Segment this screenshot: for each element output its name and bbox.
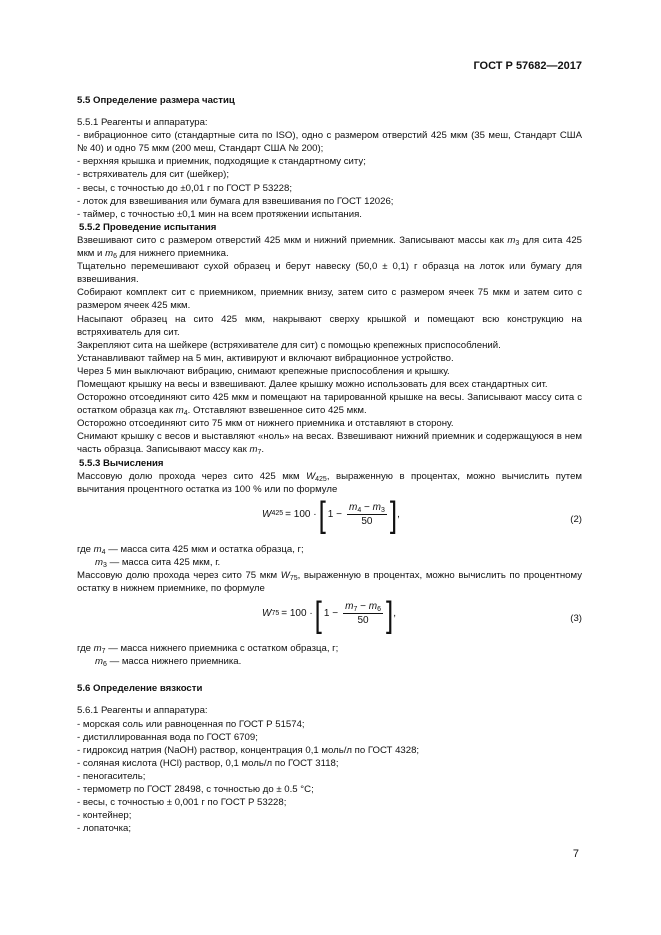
formula-number: (3)	[570, 613, 582, 625]
list-item: - лопаточка;	[77, 823, 132, 835]
paragraph: Через 5 мин выключают вибрацию, снимают крепежные приспособления и крышку.	[77, 365, 450, 377]
list-item: - гидроксид натрия (NaOH) раствор, концентрация 0,1 моль/л по ГОСТ 4328;	[77, 744, 420, 756]
list-item: - встряхиватель для сит (шейкер);	[77, 169, 229, 181]
paragraph: Осторожно отсоединяют сито 425 мкм и помещают на тарированной крышке на весы. Записывают массу сита с остатком образца как $m_4$. Отставляют взвешенное сито 425 мкм.	[77, 392, 582, 418]
formula-2: W 425 = 100 · [ 1 − $\frac{m_4 - m_3}{50}$ ] , (2)	[262, 493, 582, 536]
paragraph: Закрепляют сита на шейкере (встряхивателе для сит) с помощью крепежных приспособлений.	[77, 339, 501, 351]
paragraph: Собирают комплект сит с приемником, приемник внизу, затем сито с размером ячеек 75 мкм и затем сито с размером ячеек 425 мкм.	[77, 287, 582, 312]
paragraph: Массовую долю прохода через сито 425 мкм $W_{425}$, выраженную в процентах, можно вычислить путем вычитания процентного остатка из 100 % или по формуле	[77, 470, 582, 495]
paragraph: Снимают крышку с весов и выставляют «ноль» на весах. Взвешивают нижний приемник и содержащуюся в нем часть образца. Записывают массу как $m_7$.	[77, 431, 582, 457]
formula-3: W 75 = 100 · [ 1 − $\frac{m_7 - m_6}{50}$ ] , (3)	[262, 592, 582, 635]
formula-number: (2)	[570, 513, 582, 525]
list-item: - пеногаситель;	[77, 770, 146, 782]
list-item: - весы, с точностью до ±0,01 г по ГОСТ Р 53228;	[77, 182, 292, 194]
paragraph: Осторожно отсоединяют сито 75 мкм от нижнего приемника и отставляют в сторону.	[77, 418, 454, 430]
paragraph: Насыпают образец на сито 425 мкм, накрывают сверху крышкой и помещают всю конструкцию на встряхиватель для сит.	[77, 313, 582, 338]
list-item: - верхняя крышка и приемник, подходящие к стандартному ситу;	[77, 156, 366, 168]
reagents-title-5-6-1: 5.6.1 Реагенты и аппаратура:	[77, 705, 208, 717]
document-code: ГОСТ Р 57682—2017	[473, 60, 582, 72]
where-line: где $m_7$ — масса нижнего приемника с остатком образца, г;	[77, 643, 339, 656]
section-title-5-5-3: 5.5.3 Вычисления	[79, 457, 164, 469]
reagents-title-5-5-1: 5.5.1 Реагенты и аппаратура:	[77, 117, 208, 129]
section-title-5-5-2: 5.5.2 Проведение испытания	[79, 221, 217, 233]
paragraph: Помещают крышку на весы и взвешивают. Далее крышку можно использовать для всех стандартных сит.	[77, 378, 548, 390]
list-item: - соляная кислота (HCl) раствор, 0,1 моль/л по ГОСТ 3118;	[77, 757, 339, 769]
where-line: где $m_4$ — масса сита 425 мкм и остатка образца, г;	[77, 543, 304, 556]
list-item: - дистиллированная вода по ГОСТ 6709;	[77, 731, 258, 743]
list-item: - контейнер;	[77, 810, 132, 822]
list-item: - лоток для взвешивания или бумага для взвешивания по ГОСТ 12026;	[77, 195, 394, 207]
where-line: $m_6$ — масса нижнего приемника.	[95, 656, 242, 669]
paragraph: Устанавливают таймер на 5 мин, активируют и включают вибрационное устройство.	[77, 352, 454, 364]
paragraph: Тщательно перемешивают сухой образец и берут навеску (50,0 ± 0,1) г образца на лоток или бумагу для взвешивания.	[77, 261, 582, 286]
section-title-5-5: 5.5 Определение размера частиц	[77, 95, 235, 106]
list-item: - таймер, с точностью ±0,1 мин на всем протяжении испытания.	[77, 208, 362, 220]
section-title-5-6: 5.6 Определение вязкости	[77, 683, 203, 695]
list-item: - морская соль или равноценная по ГОСТ Р 51574;	[77, 718, 305, 730]
where-line: $m_3$ — масса сита 425 мкм, г.	[95, 556, 221, 569]
list-item: - весы, с точностью ± 0,001 г по ГОСТ Р 53228;	[77, 797, 287, 809]
paragraph: Массовую долю прохода через сито 75 мкм $W_{75}$, выраженную в процентах, можно вычислить по процентному остатку в нижнем приемнике, по формуле	[77, 570, 583, 595]
page-content	[77, 94, 582, 835]
page-number: 7	[572, 848, 579, 860]
paragraph: Взвешивают сито с размером отверстий 425 мкм и нижний приемник. Записывают массы как $m_3$ для сита 425 мкм и $m_6$ для нижнего приемника.	[77, 234, 583, 261]
list-item: - термометр по ГОСТ 28498, с точностью до ± 0.5 °С;	[77, 784, 314, 796]
list-item: - вибрационное сито (стандартные сита по ISO), одно с размером отверстий 425 мкм (35 меш, Стандарт США № 40) и одно 75 мкм (200 меш, Стандарт США № 200);	[77, 130, 582, 155]
